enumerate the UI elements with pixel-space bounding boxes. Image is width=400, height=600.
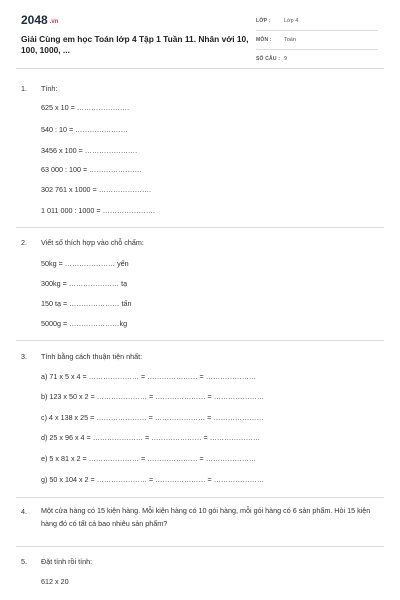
q1-line: 3456 x 100 = …………………. — [41, 146, 138, 155]
q3-line: e) 5 x 81 x 2 = ………………… = ………………… = ………………… — [41, 454, 257, 463]
question-number: 5. — [21, 557, 27, 566]
q3-line: b) 123 x 50 x 2 = ………………… = ………………… = ………………… — [41, 392, 265, 401]
logo-text: 2048 — [21, 13, 48, 27]
q3-line: a) 71 x 5 x 4 = ………………… = ………………… = ………………… — [41, 372, 257, 381]
meta-row-count — [256, 53, 378, 69]
q1-line: 63 000 : 100 = …………………. — [41, 165, 142, 174]
meta-value: Toán — [284, 37, 296, 43]
q2-line: 150 tạ = ………………… tấn — [41, 299, 132, 308]
meta-panel — [256, 15, 378, 72]
question-title: Đặt tính rồi tính: — [41, 557, 93, 566]
question-number: 4. — [21, 507, 27, 516]
q3-line: d) 25 x 96 x 4 = ………………… = ………………… = ………………… — [41, 433, 261, 442]
section-divider — [16, 497, 384, 498]
site-logo[interactable] — [21, 13, 58, 27]
meta-row-subject — [256, 34, 378, 50]
question-number: 2. — [21, 238, 27, 247]
q2-line: 300kg = ………………… tạ — [41, 279, 128, 288]
q3-line: c) 4 x 138 x 25 = ………………… = ………………… = ………………… — [41, 413, 264, 422]
meta-value: Lớp 4 — [284, 18, 299, 24]
q2-line: 5000g = …………………kg — [41, 319, 128, 328]
question-title: Viết số thích hợp vào chỗ chấm: — [41, 238, 144, 247]
question-2-heading — [21, 238, 144, 247]
question-4-number — [21, 507, 41, 516]
section-divider — [16, 546, 384, 547]
q3-line: g) 50 x 104 x 2 = ………………… = ………………… = ………………… — [41, 475, 265, 484]
question-3-heading — [21, 352, 142, 361]
meta-row-class — [256, 15, 378, 31]
meta-key: SỐ CÂU : — [256, 56, 281, 62]
question-title: Tính: — [41, 84, 58, 93]
section-divider — [16, 340, 384, 341]
q1-line: 302 761 x 1000 = …………………. — [41, 185, 152, 194]
q1-line: 1 011 000 : 1000 = …………………. — [41, 206, 155, 215]
meta-value: 9 — [284, 56, 288, 62]
meta-key: LỚP : — [256, 18, 271, 24]
question-5-heading — [21, 557, 92, 566]
meta-key: MÔN : — [256, 37, 272, 43]
q1-line: 625 x 10 = …………………. — [41, 103, 130, 112]
q2-line: 50kg = ………………… yến — [41, 259, 129, 268]
q5-line: 612 x 20 — [41, 577, 69, 586]
q1-line: 540 : 10 = …………………. — [41, 125, 128, 134]
header-divider — [16, 68, 384, 69]
question-number: 1. — [21, 84, 27, 93]
section-divider — [16, 227, 384, 228]
question-1-heading — [21, 84, 57, 93]
page-title: Giải Cùng em học Toán lớp 4 Tập 1 Tuần 11. Nhân với 10, 100, 1000, ... — [21, 34, 249, 55]
logo-suffix: .vn — [49, 19, 59, 25]
question-4-text: Một cửa hàng có 15 kiện hàng. Mỗi kiện hàng có 10 gói hàng, mỗi gói hàng có 6 sản phẩm. Hỏi 15 kiện hàng đó có tất cả bao nhiêu sản phẩm? — [41, 506, 371, 528]
question-number: 3. — [21, 352, 27, 361]
question-title: Tính bằng cách thuận tiện nhất: — [41, 352, 143, 361]
